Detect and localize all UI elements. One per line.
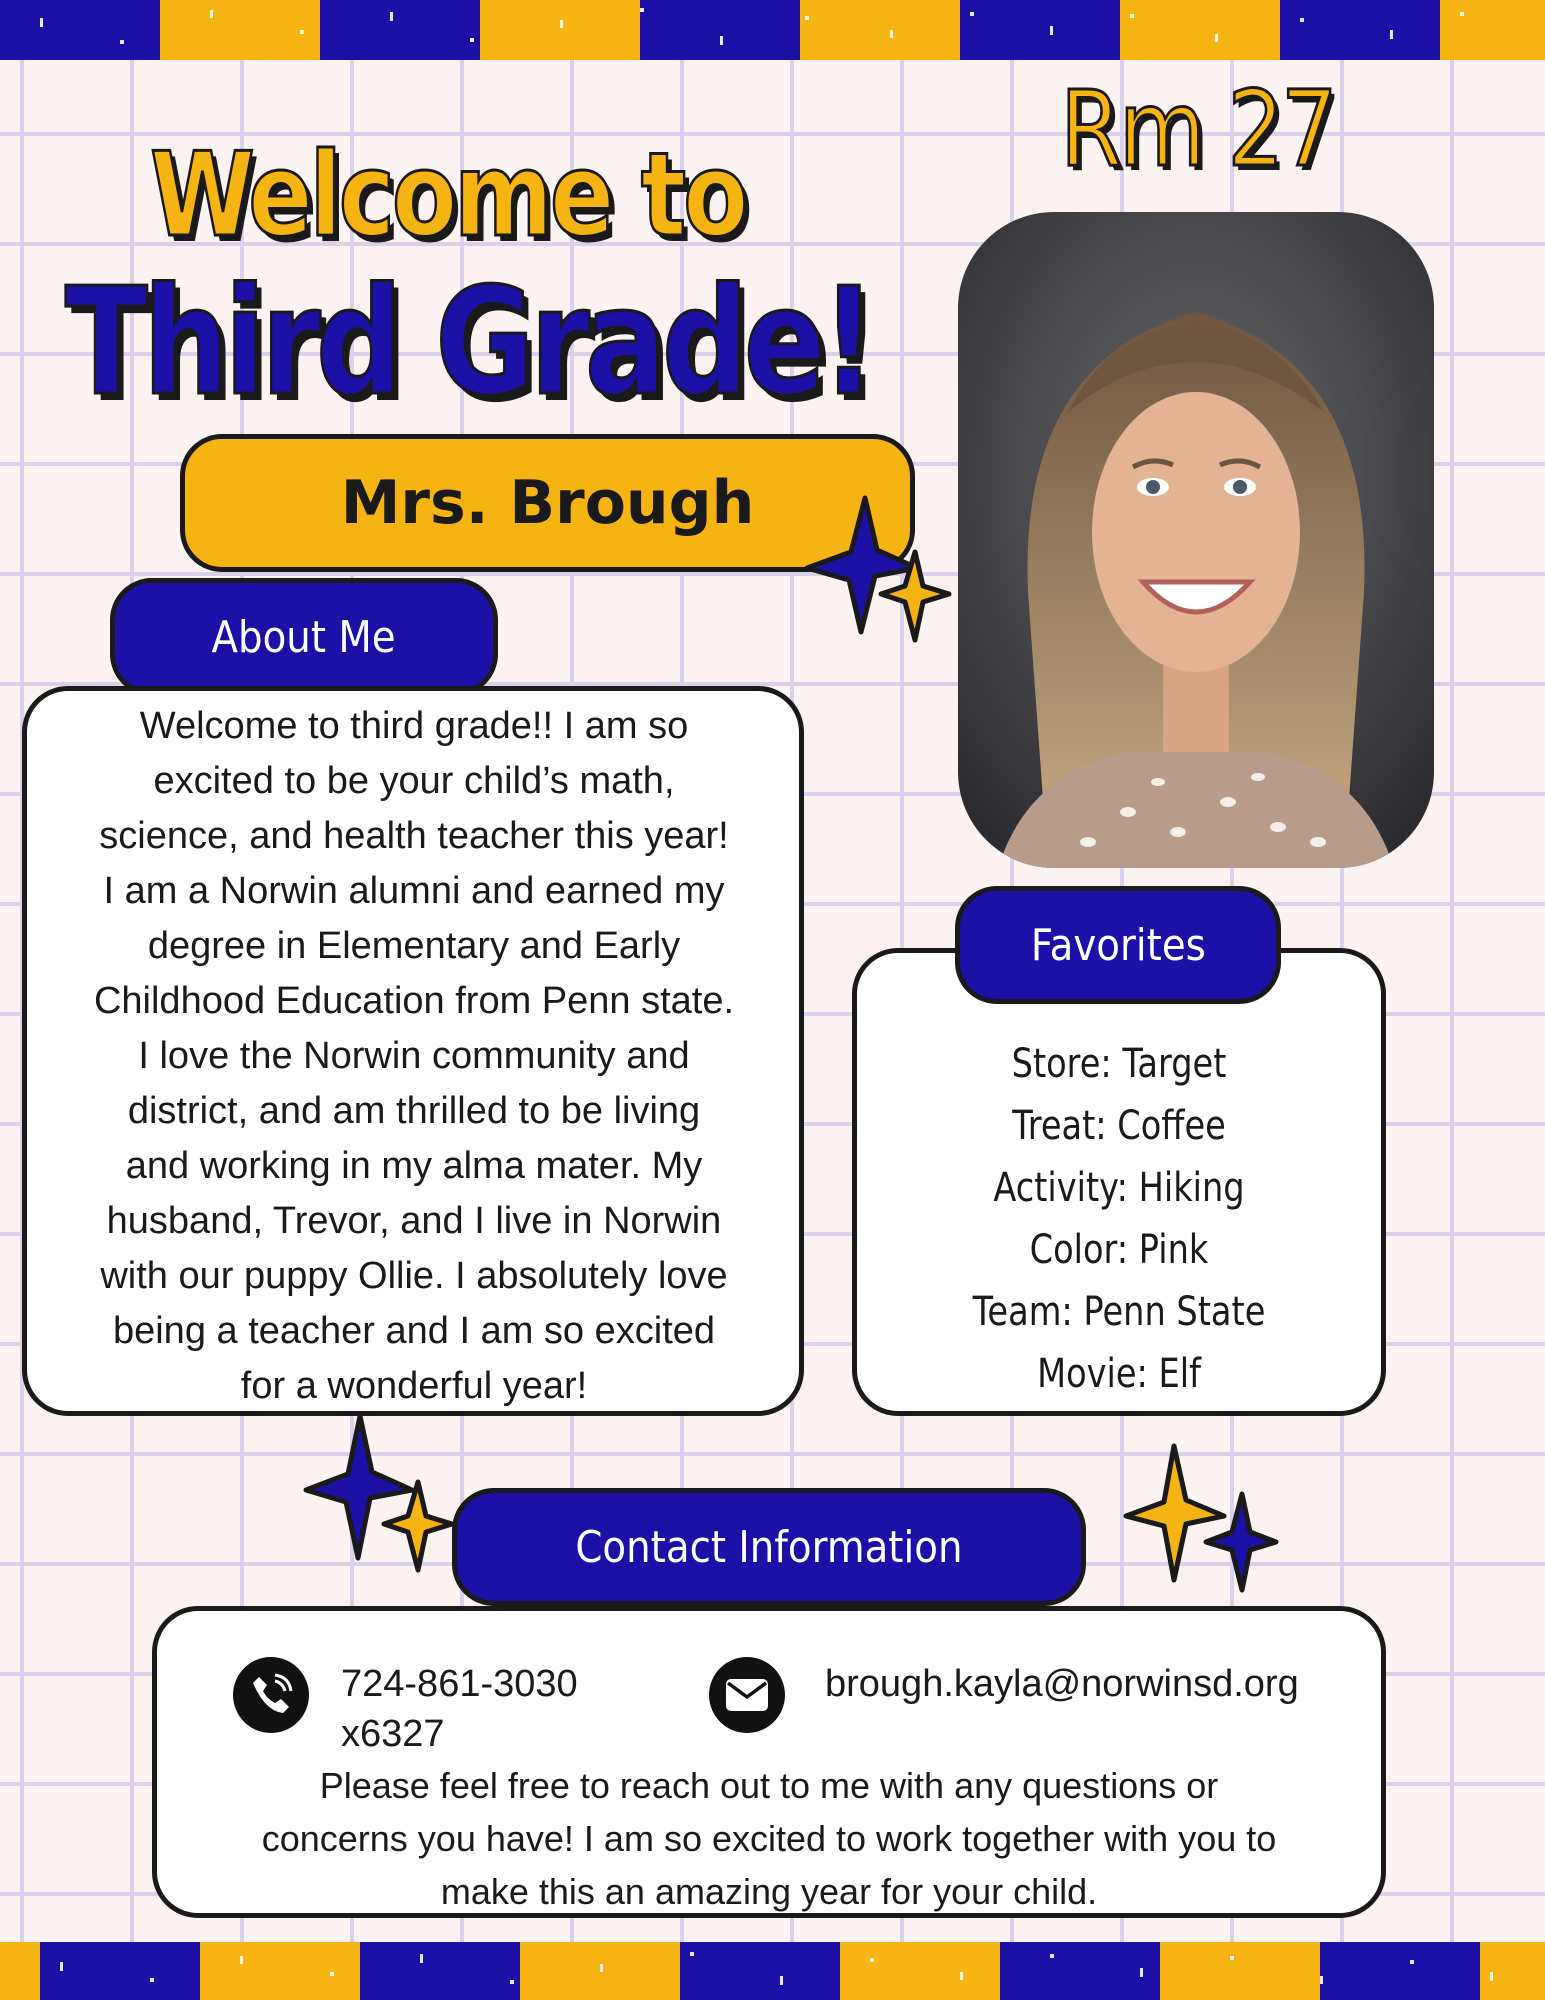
- about-line: excited to be your child’s math,: [153, 760, 675, 802]
- contact-box: [152, 1606, 1386, 1918]
- favorites-box: [852, 948, 1386, 1416]
- about-line: husband, Trevor, and I live in Norwin: [106, 1200, 722, 1242]
- email-icon: [709, 1657, 785, 1733]
- sparkle-icon: [300, 1410, 470, 1580]
- favorite-item: Treat: Coffee: [1012, 1103, 1226, 1149]
- about-line: being a teacher and I am so excited: [112, 1310, 716, 1352]
- favorite-item: Color: Pink: [1029, 1227, 1209, 1273]
- phone-icon: [233, 1657, 309, 1733]
- contact-message-line: make this an amazing year for your child.: [440, 1871, 1098, 1912]
- contact-heading: [452, 1488, 1086, 1606]
- favorite-item: Activity: Hiking: [993, 1165, 1245, 1211]
- contact-label: Contact Information: [575, 1521, 963, 1573]
- about-me-box: [22, 686, 804, 1416]
- about-line: district, and am thrilled to be living: [127, 1090, 701, 1132]
- sparkle-icon: [795, 490, 965, 650]
- about-line: I love the Norwin community and: [138, 1035, 690, 1077]
- phone-number[interactable]: [341, 1659, 578, 1759]
- teacher-photo: [958, 212, 1434, 868]
- about-me-text: [39, 699, 789, 1414]
- favorite-item: Store: Target: [1011, 1041, 1227, 1087]
- phone-extension: x6327: [341, 1713, 445, 1755]
- about-line: science, and health teacher this year!: [99, 815, 729, 857]
- favorites-heading: [955, 886, 1281, 1004]
- teacher-name: Mrs. Brough: [340, 468, 755, 538]
- about-line: Welcome to third grade!! I am so: [139, 705, 689, 747]
- about-line: I am a Norwin alumni and earned my: [103, 870, 725, 912]
- about-line: for a wonderful year!: [240, 1365, 588, 1407]
- title-third-grade: Third Grade!: [65, 256, 872, 428]
- about-line: degree in Elementary and Early: [147, 925, 681, 967]
- contact-message: [187, 1759, 1351, 1918]
- about-line: and working in my alma mater. My: [125, 1145, 703, 1187]
- top-stripe-border: [0, 0, 1545, 60]
- favorites-list: [857, 1033, 1381, 1405]
- phone-main: 724-861-3030: [341, 1663, 578, 1705]
- sparkle-icon: [1120, 1440, 1290, 1610]
- about-me-heading: [110, 578, 498, 696]
- about-me-label: About Me: [211, 611, 397, 663]
- about-line: with our puppy Ollie. I absolutely love: [100, 1255, 728, 1297]
- bottom-stripe-border: [0, 1942, 1545, 2000]
- title-welcome-to: Welcome to: [150, 128, 746, 263]
- favorites-label: Favorites: [1030, 919, 1206, 971]
- about-line: Childhood Education from Penn state.: [93, 980, 735, 1022]
- favorite-item: Team: Penn State: [972, 1289, 1266, 1335]
- room-number: Rm 27: [1060, 68, 1335, 190]
- favorite-item: Movie: Elf: [1037, 1351, 1201, 1397]
- email-address[interactable]: brough.kayla@norwinsd.org: [825, 1663, 1299, 1705]
- contact-message-line: Please feel free to reach out to me with any questions or: [319, 1765, 1219, 1806]
- contact-message-line: concerns you have! I am so excited to work together with you to: [261, 1818, 1277, 1859]
